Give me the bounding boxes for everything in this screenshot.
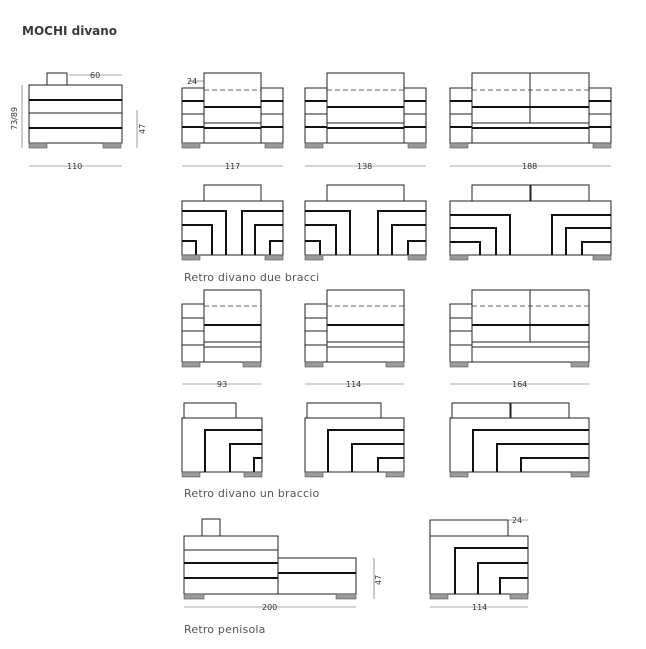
side-seat-height-dim: 47 bbox=[138, 123, 147, 134]
width-dim-188: 188 bbox=[522, 162, 538, 171]
front-view-188 bbox=[450, 73, 611, 171]
caption-one-arm: Retro divano un braccio bbox=[184, 487, 320, 500]
back-view-138 bbox=[305, 185, 426, 260]
front-view-114 bbox=[305, 290, 404, 389]
width-dim-138: 138 bbox=[357, 162, 373, 171]
chaise-arm-dim: 24 bbox=[512, 516, 523, 525]
chaise-front-view bbox=[184, 519, 383, 612]
front-view-138 bbox=[305, 73, 426, 171]
back-view-114 bbox=[305, 403, 404, 477]
width-dim-93: 93 bbox=[217, 380, 228, 389]
width-dim-164: 164 bbox=[512, 380, 528, 389]
chaise-width-dim: 114 bbox=[472, 603, 488, 612]
caption-two-arms: Retro divano due bracci bbox=[184, 271, 320, 284]
arm-width-dim: 24 bbox=[187, 77, 198, 86]
side-backrest-dim: 60 bbox=[90, 71, 101, 80]
chaise-length-dim: 200 bbox=[262, 603, 278, 612]
back-view-93 bbox=[182, 403, 262, 477]
chaise-height-dim: 47 bbox=[374, 574, 383, 585]
caption-chaise: Retro penisola bbox=[184, 623, 266, 636]
page-title: MOCHI divano bbox=[22, 24, 118, 38]
front-view-93 bbox=[182, 290, 261, 389]
width-dim-117: 117 bbox=[225, 162, 241, 171]
back-view-164 bbox=[450, 403, 589, 477]
front-view-117 bbox=[182, 73, 283, 171]
back-view-117 bbox=[182, 185, 283, 260]
side-depth-dim: 110 bbox=[67, 162, 83, 171]
front-view-164 bbox=[450, 290, 589, 389]
back-view-188 bbox=[450, 185, 611, 260]
chaise-back-view bbox=[430, 516, 528, 612]
width-dim-114: 114 bbox=[346, 380, 362, 389]
side-height-dim: 73/89 bbox=[10, 106, 19, 130]
side-view bbox=[10, 71, 147, 171]
